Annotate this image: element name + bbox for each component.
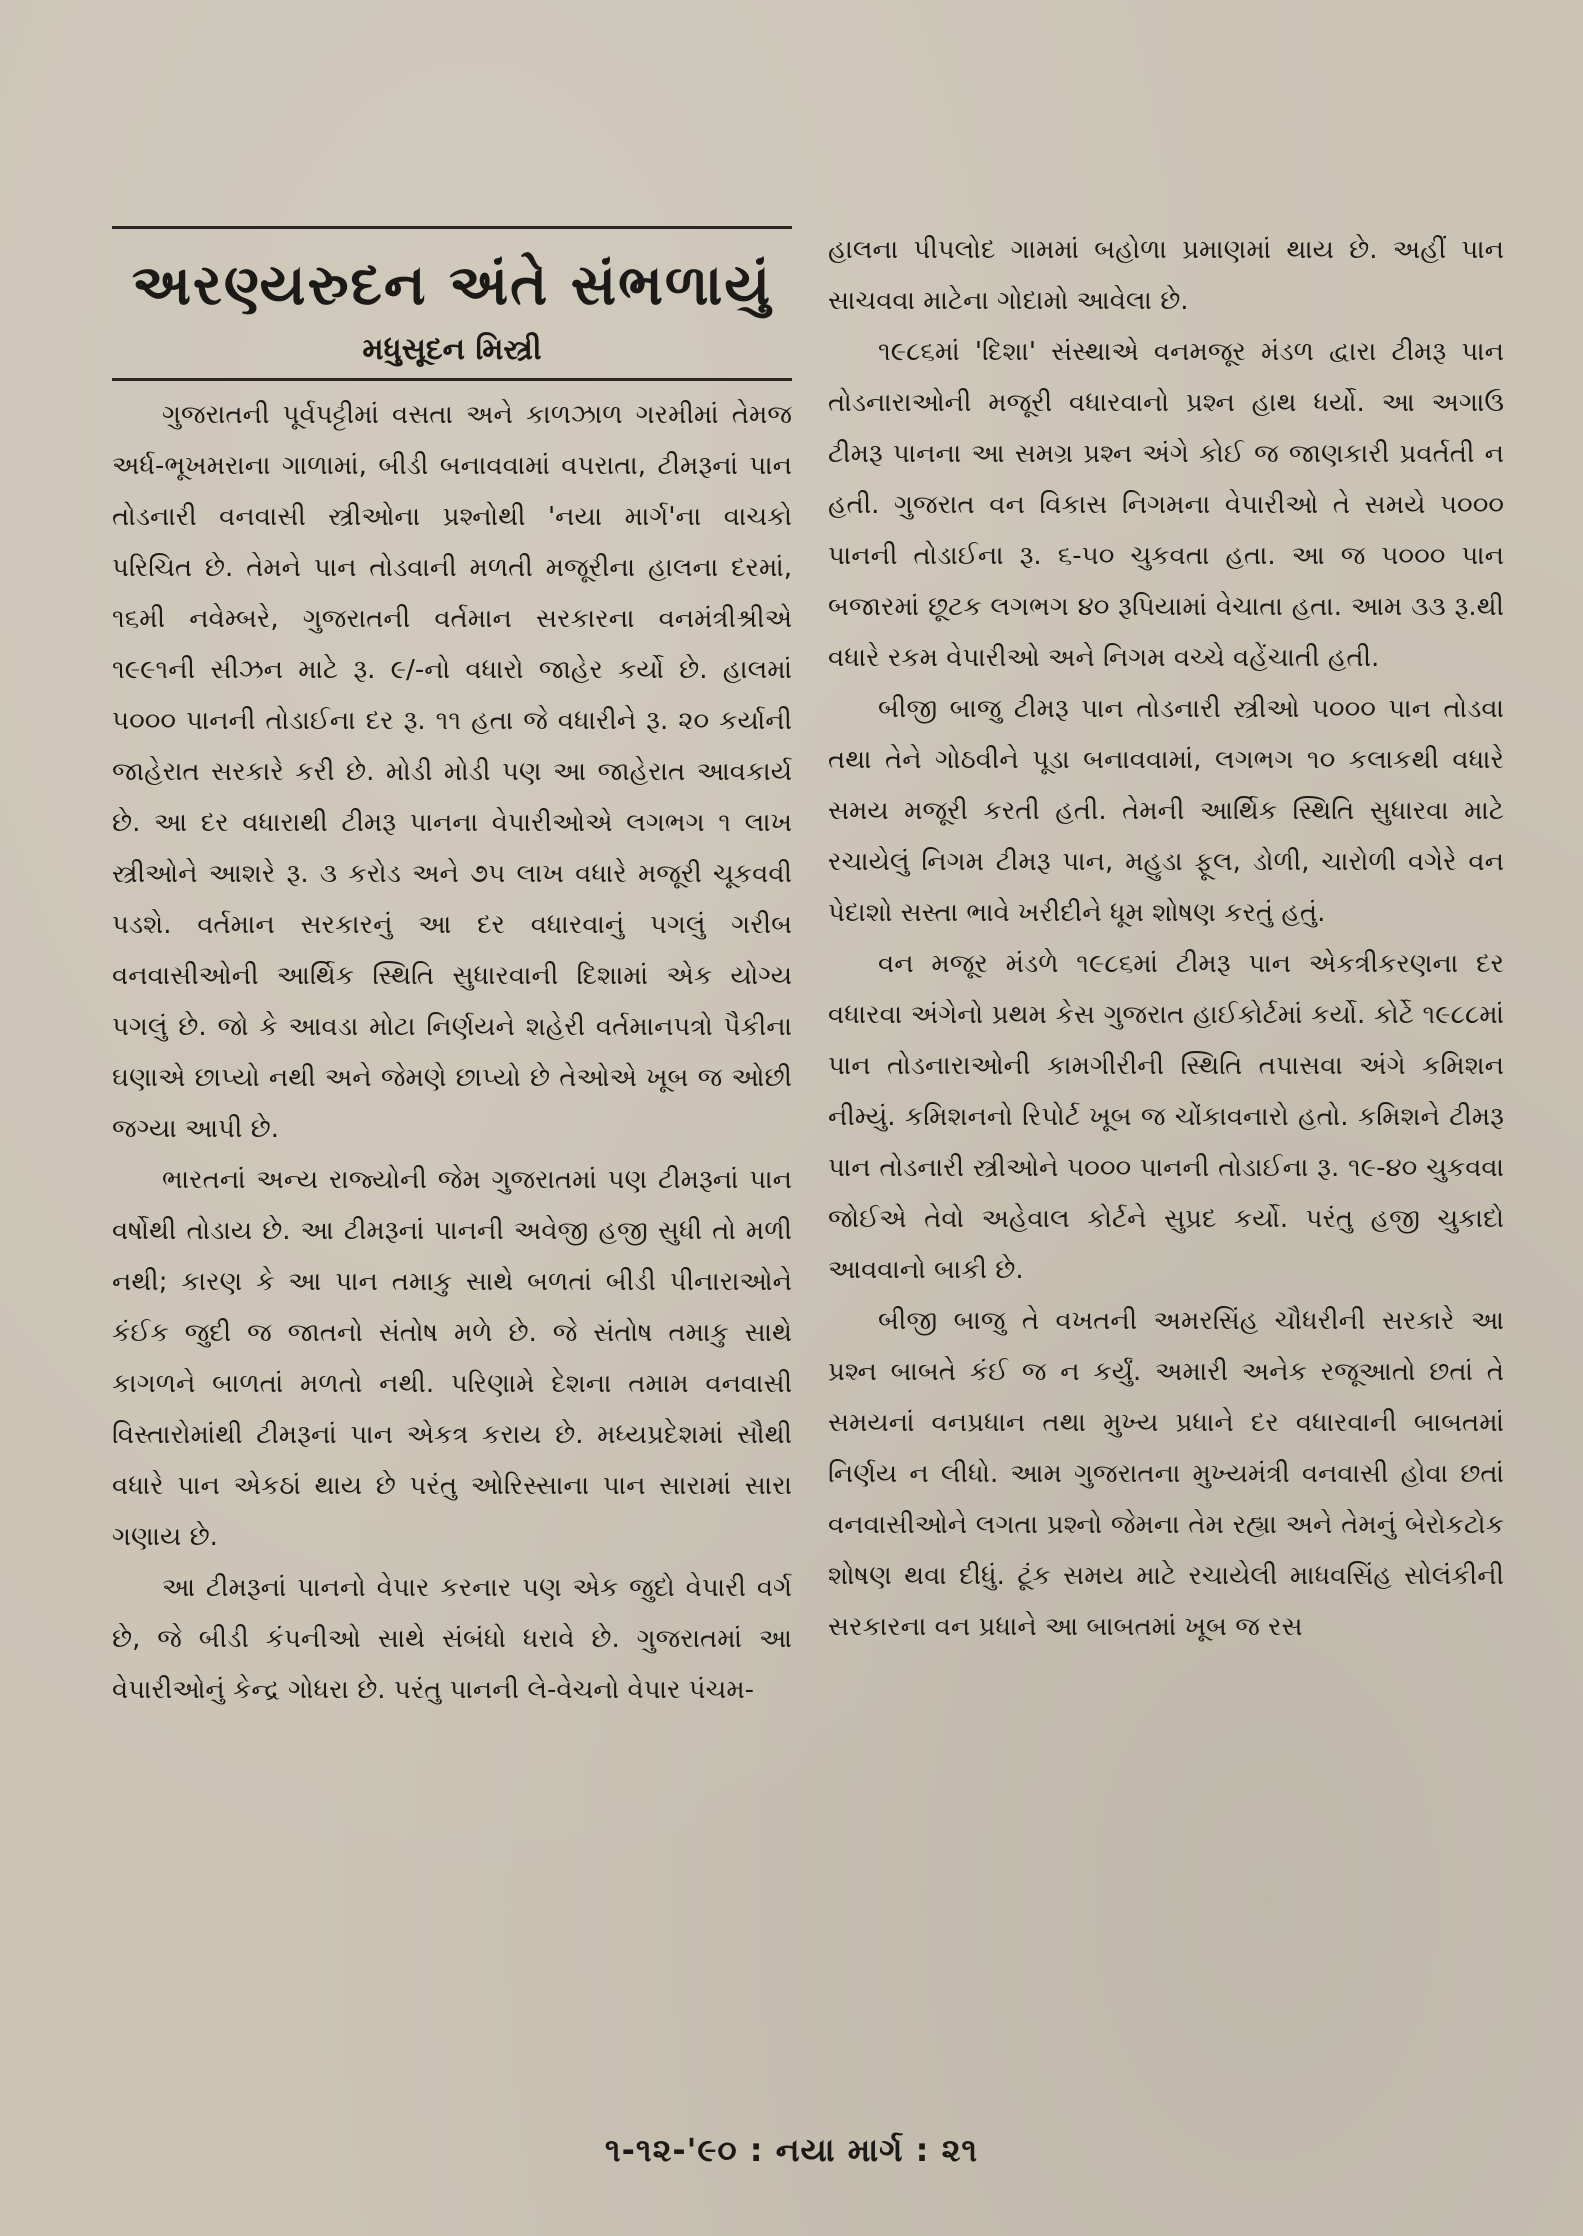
article-author: મધુસૂદન મિસ્ત્રી bbox=[362, 332, 542, 367]
paragraph: ગુજરાતની પૂર્વપટ્ટીમાં વસતા અને કાળઝાળ ગરમીમાં તેમજ અર્ધ-ભૂખમરાના ગાળામાં, બીડી બનાવવામાં વપરાતા, ટીમરૂનાં પાન તોડનારી વનવાસી સ્ત્રીઓના પ્રશ્નોથી 'નયા માર્ગ'ના વાચકો પરિચિત છે. તેમને પાન તોડવાની મળતી મજૂરીના હાલના દરમાં, ૧૬મી નવેમ્બરે, ગુજરાતની વર્તમાન સરકારના વનમંત્રીશ્રીએ ૧૯૯૧ની સીઝન માટે રૂ. ૯/-નો વધારો જાહેર કર્યો છે. હાલમાં ૫૦૦૦ પાનની તોડાઈના દર રૂ. ૧૧ હતા જે વધારીને રૂ. ૨૦ કર્યાની જાહેરાત સરકારે કરી છે. મોડી મોડી પણ આ જાહેરાત આવકાર્ય છે. આ દર વધારાથી ટીમરૂ પાનના વેપારીઓએ લગભગ ૧ લાખ સ્ત્રીઓને આશરે રૂ. ૩ કરોડ અને ૭૫ લાખ વધારે મજૂરી ચૂકવવી પડશે. વર્તમાન સરકારનું આ દર વધારવાનું પગલું ગરીબ વનવાસીઓની આર્થિક સ્થિતિ સુધારવાની દિશામાં એક યોગ્ય પગલું છે. જો કે આવડા મોટા નિર્ણયને શહેરી વર્તમાનપત્રો પૈકીના ઘણાએ છાપ્યો નથી અને જેમણે છાપ્યો છે તેઓએ ખૂબ જ ઓછી જગ્યા આપી છે. bbox=[112, 400, 792, 1144]
paragraph: ભારતનાં અન્ય રાજ્યોની જેમ ગુજરાતમાં પણ ટીમરૂનાં પાન વર્ષોથી તોડાય છે. આ ટીમરૂનાં પાનની અવેજી હજી સુધી તો મળી નથી; કારણ કે આ પાન તમાકુ સાથે બળતાં બીડી પીનારાઓને કંઈક જુદી જ જાતનો સંતોષ મળે છે. જે સંતોષ તમાકુ સાથે કાગળને બાળતાં મળતો નથી. પરિણામે દેશના તમામ વનવાસી વિસ્તારોમાંથી ટીમરૂનાં પાન એકત્ર કરાય છે. મધ્યપ્રદેશમાં સૌથી વધારે પાન એકઠાં થાય છે પરંતુ ઓરિસ્સાના પાન સારામાં સારા ગણાય છે. bbox=[112, 1165, 792, 1552]
left-column bbox=[112, 390, 792, 1716]
article-title: અરણ્યરુદન અંતે સંભળાયું bbox=[131, 253, 773, 318]
paragraph: વન મજૂર મંડળે ૧૯૮૬માં ટીમરૂ પાન એકત્રીકરણના દર વધારવા અંગેનો પ્રથમ કેસ ગુજરાત હાઈકોર્ટમાં કર્યો. કોર્ટે ૧૯૮૮માં પાન તોડનારાઓની કામગીરીની સ્થિતિ તપાસવા અંગે કમિશન નીમ્યું. કમિશનનો રિપોર્ટ ખૂબ જ ચોંકાવનારો હતો. કમિશને ટીમરૂ પાન તોડનારી સ્ત્રીઓને ૫૦૦૦ પાનની તોડાઈના રૂ. ૧૯-૪૦ ચુકવવા જોઈએ તેવો અહેવાલ કોર્ટને સુપ્રદ કર્યો. પરંતુ હજી ચુકાદો આવવાનો બાકી છે. bbox=[828, 949, 1504, 1285]
page-footer: ૧-૧૨-'૯૦ : નયા માર્ગ : ૨૧ bbox=[604, 2131, 979, 2169]
right-column bbox=[828, 225, 1504, 1653]
paragraph: બીજી બાજુ તે વખતની અમરસિંહ ચૌધરીની સરકારે આ પ્રશ્ન બાબતે કંઈ જ ન કર્યું. અમારી અનેક રજૂઆતો છતાં તે સમયનાં વનપ્રધાન તથા મુખ્ય પ્રધાને દર વધારવાની બાબતમાં નિર્ણય ન લીધો. આમ ગુજરાતના મુખ્યમંત્રી વનવાસી હોવા છતાં વનવાસીઓને લગતા પ્રશ્નો જેમના તેમ રહ્યા અને તેમનું બેરોકટોક શોષણ થવા દીધું. ટૂંક સમય માટે રચાયેલી માધવસિંહ સોલંકીની સરકારના વન પ્રધાને આ બાબતમાં ખૂબ જ રસ bbox=[828, 1306, 1504, 1642]
paragraph: હાલના પીપલોદ ગામમાં બહોળા પ્રમાણમાં થાય છે. અહીં પાન સાચવવા માટેના ગોદામો આવેલા છે. bbox=[828, 235, 1504, 316]
title-bottom-rule bbox=[112, 378, 792, 381]
paragraph: આ ટીમરૂનાં પાનનો વેપાર કરનાર પણ એક જુદો વેપારી વર્ગ છે, જે બીડી કંપનીઓ સાથે સંબંધો ધરાવે છે. ગુજરાતમાં આ વેપારીઓનું કેન્દ્ર ગોધરા છે. પરંતુ પાનની લે-વેચનો વેપાર પંચમ- bbox=[112, 1573, 792, 1705]
paragraph: બીજી બાજુ ટીમરૂ પાન તોડનારી સ્ત્રીઓ ૫૦૦૦ પાન તોડવા તથા તેને ગોઠવીને પૂડા બનાવવામાં, લગભગ ૧૦ કલાકથી વધારે સમય મજૂરી કરતી હતી. તેમની આર્થિક સ્થિતિ સુધારવા માટે રચાયેલું નિગમ ટીમરૂ પાન, મહુડા ફૂલ, ડોળી, ચારોળી વગેરે વન પેદાશો સસ્તા ભાવે ખરીદીને ધૂમ શોષણ કરતું હતું. bbox=[828, 694, 1504, 928]
title-top-rule bbox=[112, 226, 792, 229]
paragraph: ૧૯૮૬માં 'દિશા' સંસ્થાએ વનમજૂર મંડળ દ્વારા ટીમરૂ પાન તોડનારાઓની મજૂરી વધારવાનો પ્રશ્ન હાથ ધર્યો. આ અગાઉ ટીમરૂ પાનના આ સમગ્ર પ્રશ્ન અંગે કોઈ જ જાણકારી પ્રવર્તતી ન હતી. ગુજરાત વન વિકાસ નિગમના વેપારીઓ તે સમયે ૫૦૦૦ પાનની તોડાઈના રૂ. ૬-૫૦ ચુકવતા હતા. આ જ ૫૦૦૦ પાન બજારમાં છૂટક લગભગ ૪૦ રૂપિયામાં વેચાતા હતા. આમ ૩૩ રૂ.થી વધારે રકમ વેપારીઓ અને નિગમ વચ્ચે વહેંચાતી હતી. bbox=[828, 337, 1504, 673]
